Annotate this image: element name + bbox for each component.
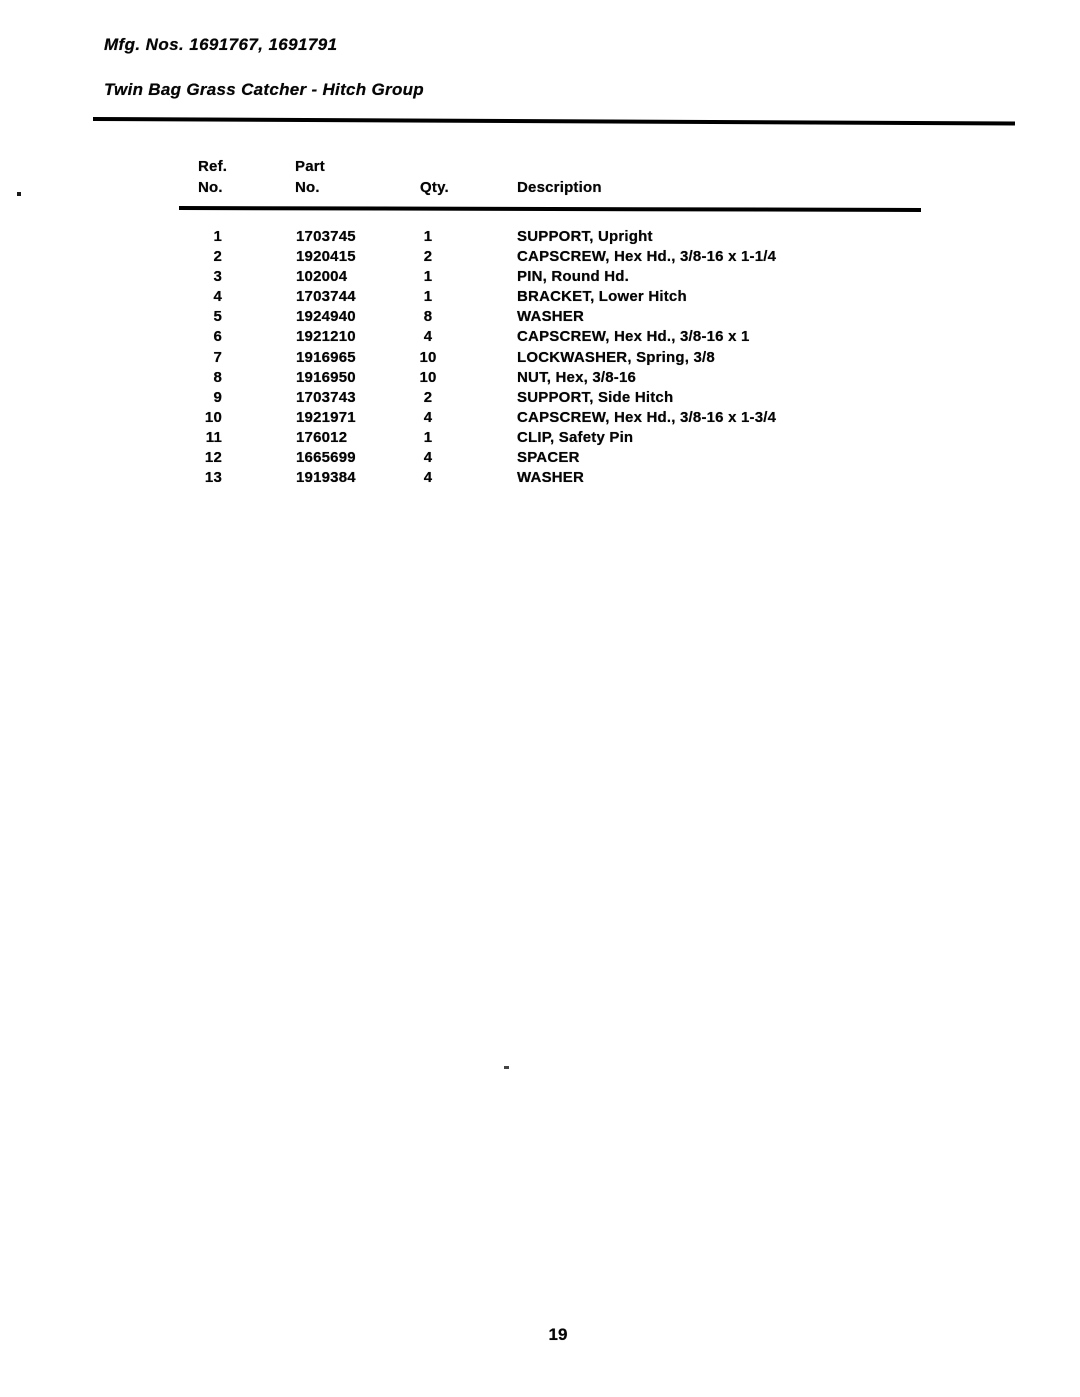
header-divider-rule — [179, 206, 921, 211]
table-row — [0, 307, 1080, 327]
qty-cell: 2 — [423, 248, 433, 266]
qty-cell: 1 — [423, 228, 433, 245]
description-cell: CAPSCREW, Hex Hd., 3/8-16 x 1 — [517, 328, 750, 346]
scan-artifact-dot — [17, 192, 21, 196]
scan-artifact-dot — [504, 1066, 509, 1069]
table-row — [0, 368, 1080, 388]
page-number: 19 — [548, 1325, 568, 1344]
description-cell: CAPSCREW, Hex Hd., 3/8-16 x 1-3/4 — [517, 408, 777, 426]
part-no-cell: 1703743 — [296, 388, 356, 406]
part-no-cell: 1703744 — [296, 288, 356, 306]
part-no-cell: 1924940 — [296, 308, 356, 326]
table-row — [0, 428, 1080, 448]
column-header-description: Description — [517, 179, 602, 196]
description-cell: BRACKET, Lower Hitch — [517, 288, 687, 306]
ref-no-cell: 10 — [204, 408, 222, 426]
table-row — [0, 227, 1080, 247]
column-header-part: Part — [295, 158, 325, 175]
ref-no-cell: 4 — [213, 288, 222, 306]
part-no-cell: 176012 — [296, 428, 348, 446]
ref-no-cell: 1 — [213, 228, 222, 245]
table-row — [0, 468, 1080, 488]
part-no-cell: 1920415 — [296, 248, 356, 266]
part-no-cell: 102004 — [296, 268, 348, 286]
qty-cell: 2 — [423, 388, 433, 406]
qty-cell: 10 — [419, 368, 437, 386]
description-cell: PIN, Round Hd. — [517, 268, 629, 286]
qty-cell: 10 — [419, 348, 437, 366]
table-row — [0, 408, 1080, 428]
part-no-cell: 1703745 — [296, 228, 356, 245]
table-row — [0, 247, 1080, 267]
description-cell: WASHER — [517, 469, 585, 487]
title-divider-rule — [93, 117, 1015, 126]
part-no-cell: 1916950 — [296, 368, 356, 386]
description-cell: LOCKWASHER, Spring, 3/8 — [517, 348, 715, 366]
table-row — [0, 388, 1080, 408]
qty-cell: 1 — [423, 268, 433, 286]
ref-no-cell: 12 — [204, 449, 222, 467]
description-cell: CLIP, Safety Pin — [517, 428, 634, 446]
column-header-ref-no: No. — [198, 179, 223, 196]
description-cell: SUPPORT, Upright — [517, 228, 653, 245]
qty-cell: 1 — [423, 428, 433, 446]
table-row — [0, 348, 1080, 368]
qty-cell: 1 — [423, 288, 433, 306]
parts-table-body — [0, 227, 1080, 488]
qty-cell: 4 — [423, 328, 433, 346]
qty-cell: 8 — [423, 308, 433, 326]
qty-cell: 4 — [423, 408, 433, 426]
table-row — [0, 327, 1080, 347]
column-header-qty: Qty. — [420, 179, 449, 196]
description-cell: SUPPORT, Side Hitch — [517, 388, 674, 406]
page-title: Twin Bag Grass Catcher - Hitch Group — [104, 80, 424, 99]
ref-no-cell: 5 — [213, 308, 222, 326]
table-row — [0, 448, 1080, 468]
part-no-cell: 1916965 — [296, 348, 356, 366]
ref-no-cell: 6 — [213, 328, 222, 346]
part-no-cell: 1921971 — [296, 408, 356, 426]
ref-no-cell: 7 — [213, 348, 222, 366]
ref-no-cell: 9 — [213, 388, 222, 406]
part-no-cell: 1919384 — [296, 469, 356, 487]
part-no-cell: 1665699 — [296, 449, 356, 467]
column-header-ref: Ref. — [198, 158, 228, 175]
description-cell: SPACER — [517, 449, 580, 467]
qty-cell: 4 — [423, 449, 433, 467]
qty-cell: 4 — [423, 469, 433, 487]
ref-no-cell: 3 — [213, 268, 222, 286]
ref-no-cell: 2 — [213, 248, 222, 266]
table-row — [0, 287, 1080, 307]
ref-no-cell: 8 — [213, 368, 222, 386]
table-row — [0, 267, 1080, 287]
description-cell: CAPSCREW, Hex Hd., 3/8-16 x 1-1/4 — [517, 248, 777, 266]
mfg-numbers-line: Mfg. Nos. 1691767, 1691791 — [104, 35, 338, 54]
part-no-cell: 1921210 — [296, 328, 356, 346]
ref-no-cell: 13 — [204, 469, 222, 487]
description-cell: WASHER — [517, 308, 585, 326]
column-header-part-no: No. — [295, 179, 320, 196]
description-cell: NUT, Hex, 3/8-16 — [517, 368, 637, 386]
ref-no-cell: 11 — [205, 428, 222, 446]
